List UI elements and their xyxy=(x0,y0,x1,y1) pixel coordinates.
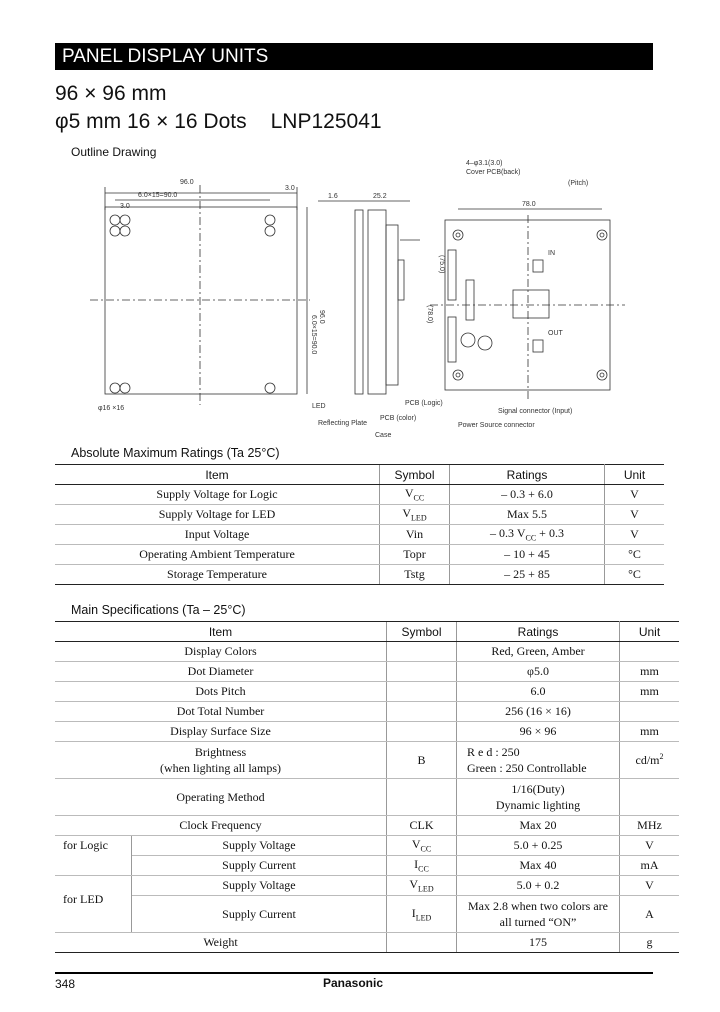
cell-item: Operating Ambient Temperature xyxy=(55,545,380,565)
col-symbol: Symbol xyxy=(380,465,450,485)
col-ratings: Ratings xyxy=(450,465,605,485)
part-number: LNP125041 xyxy=(270,110,382,133)
cell-symbol: $V_{CC}$ xyxy=(380,485,450,505)
callout-power: Power Source connector xyxy=(458,422,535,429)
cell-item: Brightness (when lighting all lamps) xyxy=(55,742,387,779)
group-led: for LED xyxy=(55,876,132,933)
callout-in: IN xyxy=(548,250,555,257)
cell-unit: V xyxy=(620,836,680,856)
table-row xyxy=(55,525,664,545)
cell-unit: V xyxy=(605,485,665,505)
callout-case: Case xyxy=(375,432,392,439)
dim-edge: 3.0 xyxy=(120,203,130,210)
cell-symbol: $I_{LED}$ xyxy=(387,896,457,933)
table-row xyxy=(55,742,679,779)
cell-item: Supply Current xyxy=(132,896,387,933)
cell-unit: mm xyxy=(620,682,680,702)
dim-vertical: 6.0×15=90.0 xyxy=(310,315,317,355)
dot-info: φ5 mm 16 × 16 Dots xyxy=(55,110,247,133)
cell-item: Dot Diameter xyxy=(55,662,387,682)
cell-unit: mm xyxy=(620,722,680,742)
cell-ratings: – 0.3 $V_{CC} + 0.3$ xyxy=(450,525,605,545)
front-view-outline xyxy=(105,207,297,394)
cell-unit: mA xyxy=(620,856,680,876)
cell-unit: V xyxy=(605,525,665,545)
cell-ratings: Max 2.8 when two colors are all turned “ON” xyxy=(457,896,620,933)
table-row xyxy=(55,779,679,816)
dim-right-edge: 3.0 xyxy=(285,185,295,192)
table-row xyxy=(55,933,679,953)
col-symbol: Symbol xyxy=(387,622,457,642)
table-row xyxy=(55,505,664,525)
cell-symbol: $V_{CC}$ xyxy=(387,836,457,856)
table-row xyxy=(55,722,679,742)
cell-item: Dots Pitch xyxy=(55,682,387,702)
cell-item: Storage Temperature xyxy=(55,565,380,585)
callout-out: OUT xyxy=(548,330,563,337)
cell-ratings: Max 5.5 xyxy=(450,505,605,525)
cell-item: Supply Current xyxy=(132,856,387,876)
cell-unit: V xyxy=(620,876,680,896)
dim-board-h: (78.0) xyxy=(426,305,433,324)
cell-ratings: – 25 + 85 xyxy=(450,565,605,585)
cell-ratings: 6.0 xyxy=(457,682,620,702)
col-ratings: Ratings xyxy=(457,622,620,642)
table-row xyxy=(55,876,679,896)
cell-symbol: B xyxy=(387,742,457,779)
cell-ratings: R e d : 250 Green : 250 Controllable xyxy=(457,742,620,779)
cell-symbol: $V_{LED}$ xyxy=(380,505,450,525)
hole-note2: Cover PCB(back) xyxy=(466,169,521,176)
cell-ratings: – 10 + 45 xyxy=(450,545,605,565)
table-row xyxy=(55,682,679,702)
brand-logo: Panasonic xyxy=(323,976,384,990)
cell-symbol: Tstg xyxy=(380,565,450,585)
col-unit: Unit xyxy=(620,622,680,642)
cell-item: Supply Voltage xyxy=(132,836,387,856)
cell-item: Weight xyxy=(55,933,387,953)
cell-ratings: 96 × 96 xyxy=(457,722,620,742)
table-row xyxy=(55,662,679,682)
cell-unit: °C xyxy=(605,545,665,565)
cell-ratings: Red, Green, Amber xyxy=(457,642,620,662)
cell-ratings: Max 40 xyxy=(457,856,620,876)
cell-item: Supply Voltage xyxy=(132,876,387,896)
dim-inner-h: (75.0) xyxy=(438,255,445,274)
size-title: 96 × 96 mm xyxy=(55,82,167,105)
cell-symbol: $V_{LED}$ xyxy=(387,876,457,896)
section-header: PANEL DISPLAY UNITS xyxy=(55,43,653,70)
dim-pcb-width: 78.0 xyxy=(522,201,536,208)
table-row xyxy=(55,816,679,836)
abs-max-title: Absolute Maximum Ratings (Ta 25°C) xyxy=(71,446,280,460)
cell-ratings: 175 xyxy=(457,933,620,953)
cell-item: Display Surface Size xyxy=(55,722,387,742)
col-unit: Unit xyxy=(605,465,665,485)
table-row xyxy=(55,836,679,856)
outline-drawing-label: Outline Drawing xyxy=(71,145,157,159)
dim-side-depth: 25.2 xyxy=(373,193,387,200)
abs-max-table xyxy=(55,464,664,585)
table-row xyxy=(55,642,679,662)
cell-unit: MHz xyxy=(620,816,680,836)
table-row xyxy=(55,565,664,585)
dim-side-left: 1.6 xyxy=(328,193,338,200)
dim-pitch-total: 6.0×15=90.0 xyxy=(138,192,178,199)
table-row xyxy=(55,485,664,505)
cell-item: Input Voltage xyxy=(55,525,380,545)
table-row xyxy=(55,545,664,565)
cell-ratings: 5.0 + 0.25 xyxy=(457,836,620,856)
callout-reflect: Reflecting Plate xyxy=(318,420,368,427)
col-item: Item xyxy=(55,622,387,642)
cell-item: Supply Voltage for Logic xyxy=(55,485,380,505)
cell-unit: $cd/m^2$ xyxy=(620,742,680,779)
cell-ratings: – 0.3 + 6.0 xyxy=(450,485,605,505)
cell-item: Dot Total Number xyxy=(55,702,387,722)
cell-unit: A xyxy=(620,896,680,933)
cell-item: Operating Method xyxy=(55,779,387,816)
cell-ratings: 1/16(Duty) Dynamic lighting xyxy=(457,779,620,816)
callout-led: LED xyxy=(312,403,326,410)
page-number: 348 xyxy=(55,977,76,991)
cell-ratings: Max 20 xyxy=(457,816,620,836)
col-item: Item xyxy=(55,465,380,485)
cell-symbol: Vin xyxy=(380,525,450,545)
callout-signal-in: Signal connector (Input) xyxy=(498,408,573,415)
table-row xyxy=(55,702,679,722)
dim-hole-dia: φ16 ×16 xyxy=(98,405,125,412)
cell-symbol: CLK xyxy=(387,816,457,836)
cell-ratings: φ5.0 xyxy=(457,662,620,682)
callout-pcb-color: PCB (color) xyxy=(380,415,417,422)
main-spec-table xyxy=(55,621,679,953)
cell-unit: g xyxy=(620,933,680,953)
cell-symbol: $I_{CC}$ xyxy=(387,856,457,876)
cell-unit: V xyxy=(605,505,665,525)
cell-item: Supply Voltage for LED xyxy=(55,505,380,525)
dim-vertical2: 96.0 xyxy=(318,310,325,324)
cell-unit: °C xyxy=(605,565,665,585)
table-row xyxy=(55,896,679,933)
model-title xyxy=(55,110,382,134)
table-row xyxy=(55,856,679,876)
cell-item: Display Colors xyxy=(55,642,387,662)
footer-divider xyxy=(55,972,653,974)
callout-pcb-logic: PCB (Logic) xyxy=(405,400,443,407)
hole-note: 4–φ3.1(3.0) xyxy=(466,160,503,167)
cell-ratings: 5.0 + 0.2 xyxy=(457,876,620,896)
dim-width: 96.0 xyxy=(180,179,194,186)
cell-symbol: Topr xyxy=(380,545,450,565)
group-logic: for Logic xyxy=(55,836,132,876)
cell-unit: mm xyxy=(620,662,680,682)
main-spec-title: Main Specifications (Ta – 25°C) xyxy=(71,603,246,617)
cell-ratings: 256 (16 × 16) xyxy=(457,702,620,722)
callout-pitch: (Pitch) xyxy=(568,180,589,187)
cell-item: Clock Frequency xyxy=(55,816,387,836)
outline-drawing xyxy=(90,160,630,445)
